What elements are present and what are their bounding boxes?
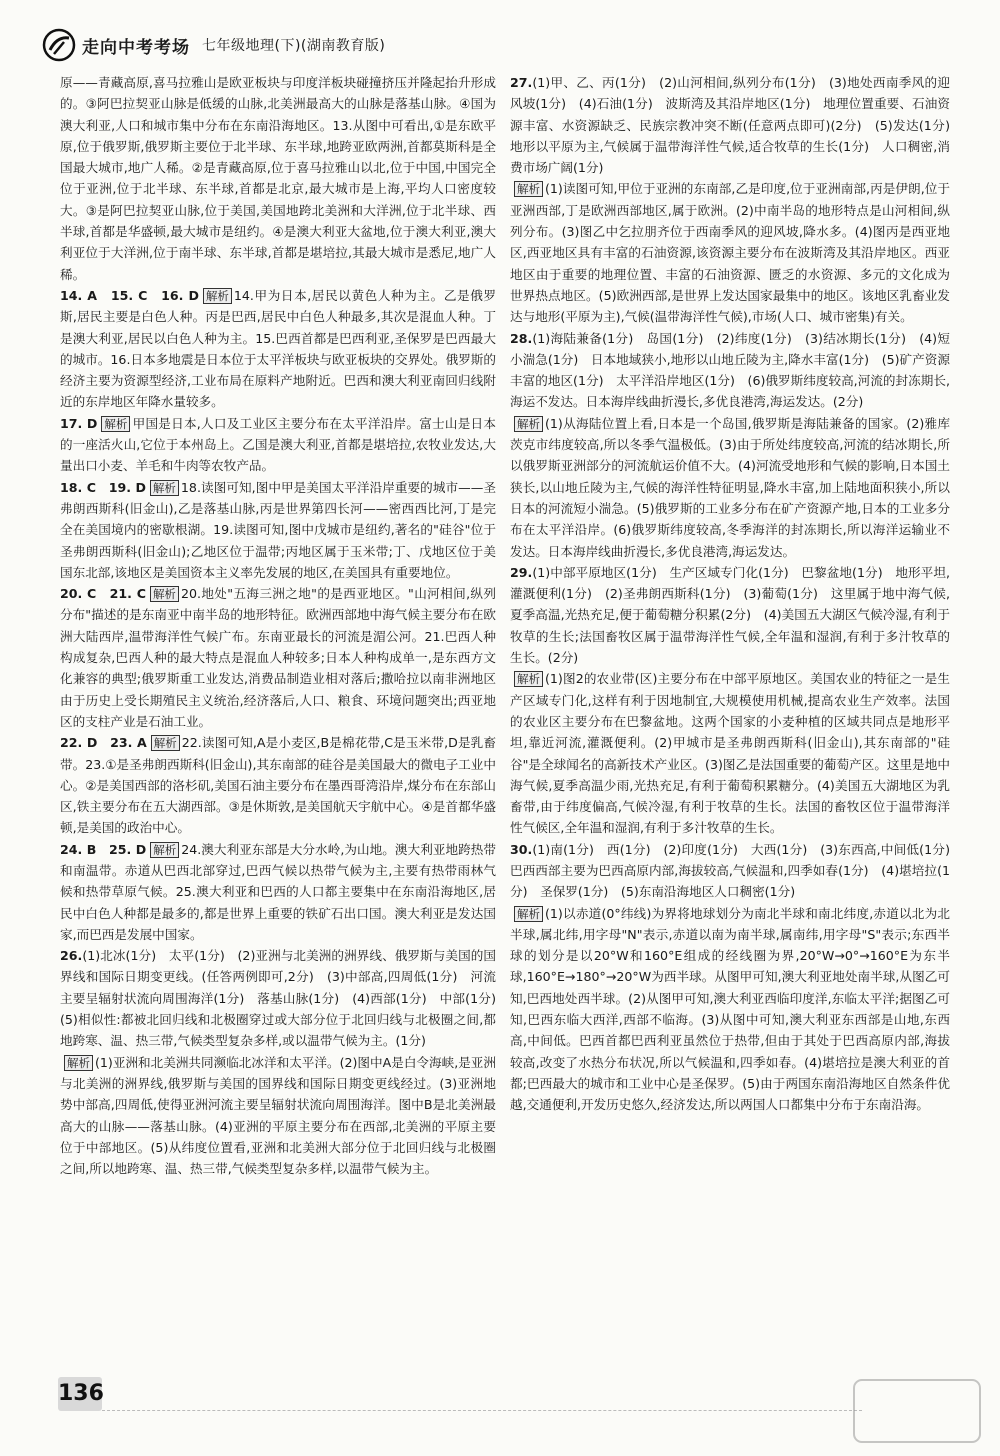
analysis-label: 解析 bbox=[514, 181, 543, 197]
analysis-label: 解析 bbox=[151, 735, 180, 751]
analysis-text: (1)读图可知,甲位于亚洲的东南部,乙是印度,位于亚洲南部,丙是伊朗,位于亚洲西部,丁是欧洲西部地区,属于欧洲。(2)中南半岛的地形特点是山河相间,纵列分布。(3)图乙中乞拉朋齐位于西南季风的迎风坡,降水多。(4)图丙是西亚地区,西亚地区具有丰富的石油资源,该资源主要分布在波斯湾及其沿岸地区。西亚地区由于重要的地理位置、丰富的石油资源、匮乏的水资源、多元的文化成为世界热点地区。(5)欧洲西部,是世界上发达国家最集中的地区。该地区乳畜业发达与地形(平原为主),气候(温带海洋性气候),市场(人口、城市密集)有关。 bbox=[510, 181, 950, 325]
answer-text: 20.地处"五海三洲之地"的是西亚地区。"山河相间,纵列分布"描述的是东南亚中南半岛的地形特征。欧洲西部地中海气候主要分布在欧洲大陆西岸,温带海洋性气候广布。东南亚最长的河流是湄公河。21.巴西人种构成复杂,巴西人种的最大特点是混血人种较多;日本人种构成单一,是东西方文化兼容的典型;俄罗斯重工业发达,消费品制造业相对落后;撒哈拉以南非洲地区由于历史上受长期殖民主义统治,经济落后,人口、粮食、环境问题突出;西亚地区的支柱产业是石油工业。 bbox=[60, 586, 496, 729]
answer-key: 28. bbox=[510, 330, 533, 346]
answer-paragraph bbox=[510, 839, 963, 903]
analysis-text: (1)从海陆位置上看,日本是一个岛国,俄罗斯是海陆兼备的国家。(2)雅库茨克市纬度较高,所以冬季气温极低。(3)由于所处纬度较高,河流的结冰期长,所以俄罗斯亚洲部分的河流航运价值不大。(4)河流受地形和气候的影响,日本国土狭长,以山地丘陵为主,气候的海洋性特征明显,降水丰富,加上陆地面积狭小,所以日本的河流短小湍急。(5)俄罗斯的工业多分布在矿产资源产地,日本的工业多分布在太平洋沿岸。(6)俄罗斯纬度较高,冬季海洋的封冻期长,所以海洋运输业不发达。日本海岸线曲折漫长,多优良港湾,海运发达。 bbox=[510, 415, 950, 559]
answer-text: (1)北冰(1分) 太平(1分) (2)亚洲与北美洲的洲界线、俄罗斯与美国的国界线和国际日期变更线。(任答两例即可,2分) (3)中部高,四周低(1分) 河流主要呈辐射状流向周围海洋(1分) 落基山脉(1分) (4)西部(1分) 中部(1分) (5)相似性:都被北回归线和北极圈穿过或大部分位于北回归线与北极圈之间,都地跨寒、温、热三带,气候类型复杂多样,或以温带气候为主。(1分) bbox=[60, 948, 509, 1049]
brand-logo-icon bbox=[42, 28, 76, 62]
analysis-text: (1)图2的农业带(区)主要分布在中部平原地区。美国农业的特征之一是生产区域专门化,这样有利于因地制宜,大规模使用机械,提高农业生产效率。法国的农业区主要分布在巴黎盆地。这两个国家的小麦种植的区域共同点是地形平坦,靠近河流,灌溉便利。(2)甲城市是圣弗朗西斯科(旧金山),其东南部的"硅谷"是全球闻名的高新技术产业区。(3)图乙是法国重要的葡萄产区。这里是地中海气候,夏季高温少雨,光热充足,有利于葡萄积累糖分。(4)美国五大湖地区为乳畜带,由于纬度偏高,气候冷湿,有利于牧草的生长。法国的畜牧区位于温带海洋性气候区,全年温和湿润,有利于多汁牧草的生长。 bbox=[510, 671, 950, 836]
answer-text: (1)中部平原地区(1分) 生产区域专门化(1分) 巴黎盆地(1分) 地形平坦,灌溉便利(1分) (2)圣弗朗西斯科(1分) (3)葡萄(1分) 这里属于地中海气候,夏季高温,光热充足,便于葡萄糖分积累(2分) (4)美国五大湖区气候冷湿,有利于牧草的生长;法国畜牧区属于温带海洋性气候,全年温和湿润,有利于多汁牧草的生长。(2分) bbox=[510, 564, 950, 666]
answer-text: (1)甲、乙、丙(1分) (2)山河相间,纵列分布(1分) (3)地处西南季风的迎风坡(1分) (4)石油(1分) 波斯湾及其沿岸地区(1分) 地理位置重要、石油资源丰富、水资源缺乏、民族宗教冲突不断(任意两点即可)(2分) (5)发达(1分) 地形以平原为主,气候属于温带海洋性气候,适合牧草的生长(1分) 人口稠密,消费市场广阔(1分) bbox=[510, 75, 963, 176]
answer-key: 14. A 15. C 16. D bbox=[60, 287, 199, 303]
answer-paragraph bbox=[60, 583, 496, 732]
answer-key: 22. D 23. A bbox=[60, 735, 147, 751]
answer-text: 原——青藏高原,喜马拉雅山是欧亚板块与印度洋板块碰撞挤压并隆起抬升形成的。③阿巴拉契亚山脉是低缓的山脉,北美洲最高大的山脉是落基山脉。④国为澳大利亚,人口和城市集中分布在东南沿海地区。13.从图中可看出,①是东欧平原,位于俄罗斯,俄罗斯主要位于北半球、东半球,地跨亚欧两洲,首都莫斯科是全国最大城市,地广人稀。②是青藏高原,位于喜马拉雅山以北,位于中国,中国完全位于亚洲,位于北半球、东半球,首都是北京,最大城市是上海,平均人口密度较大。③是阿巴拉契亚山脉,位于美国,美国地跨北美洲和大洋洲,位于北半球、西半球,首都是华盛顿,最大城市是纽约。④是澳大利亚大盆地,位于澳大利亚,澳大利亚位于大洋洲,位于南半球、东半球,首都是堪培拉,其最大城市是悉尼,地广人稀。 bbox=[60, 75, 496, 282]
analysis-paragraph bbox=[510, 178, 950, 327]
answer-paragraph bbox=[60, 945, 509, 1051]
analysis-label: 解析 bbox=[203, 288, 232, 304]
analysis-paragraph bbox=[510, 668, 950, 838]
page-header bbox=[42, 28, 442, 62]
answer-text: 甲国是日本,人口及工业区主要分布在太平洋沿岸。富士山是日本的一座活火山,它位于本州岛上。乙国是澳大利亚,首都是堪培拉,农牧业发达,大量出口小麦、羊毛和牛肉等农牧产品。 bbox=[60, 415, 496, 474]
answer-paragraph bbox=[510, 328, 950, 413]
book-title: 七年级地理(下)(湖南教育版) bbox=[202, 38, 386, 54]
analysis-label: 解析 bbox=[514, 416, 543, 432]
watermark-logo bbox=[852, 1378, 982, 1444]
analysis-text: (1)以赤道(0°纬线)为界将地球划分为南北半球和南北纬度,赤道以北为北半球,属北纬,用字母"N"表示,赤道以南为南半球,属南纬,用字母"S"表示;东西半球的划分是以20°W和160°E组成的经线圈为界,20°W→0°→160°E为东半球,160°E→180°→20°W为西半球。从图甲可知,澳大利亚地处南半球,从图乙可知,巴西地处西半球。(2)从图甲可知,澳大利亚西临印度洋,东临太平洋;据图乙可知,巴西东临大西洋,西部不临海。(3)从图中可知,澳大利亚东西部是山地,东西高,中间低。巴西首都巴西利亚虽然位于热带,但由于其处于巴西高原内部,海拔较高,改变了水热分布状况,所以气候温和,四季如春。(4)堪培拉是澳大利亚的首都;巴西最大的城市和工业中心是圣保罗。(5)由于两国东南沿海地区自然条件优越,交通便利,开发历史悠久,经济发达,所以两国人口都集中分布于东南沿海。 bbox=[510, 905, 950, 1113]
answer-paragraph bbox=[60, 72, 496, 285]
right-column bbox=[510, 72, 963, 1116]
page-number: 136 bbox=[58, 1377, 102, 1411]
analysis-paragraph bbox=[60, 1052, 496, 1180]
answer-key: 26. bbox=[60, 948, 83, 964]
analysis-label: 解析 bbox=[64, 1055, 93, 1071]
footer-divider bbox=[102, 1410, 862, 1411]
analysis-label: 解析 bbox=[150, 480, 179, 496]
analysis-label: 解析 bbox=[514, 906, 543, 922]
brand-title: 走向中考考场 bbox=[82, 37, 190, 58]
answer-key: 18. C 19. D bbox=[60, 479, 146, 495]
answer-key: 24. B 25. D bbox=[60, 841, 147, 857]
answer-key: 30. bbox=[510, 841, 533, 857]
answer-key: 27. bbox=[510, 75, 533, 90]
analysis-text: (1)亚洲和北美洲共同濒临北冰洋和太平洋。(2)图中A是白令海峡,是亚洲与北美洲的洲界线,俄罗斯与美国的国界线和国际日期变更线经过。(3)亚洲地势中部高,四周低,使得亚洲河流主要呈辐射状流向周围海洋。图中B是北美洲最高大的山脉——落基山脉。(4)亚洲的平原主要分布在西部,北美洲的平原主要位于中部地区。(5)从纬度位置看,亚洲和北美洲大部分位于北回归线与北极圈之间,所以地跨寒、温、热三带,气候类型复杂多样,以温带气候为主。 bbox=[60, 1054, 496, 1177]
answer-text: (1)南(1分) 西(1分) (2)印度(1分) 大西(1分) (3)东西高,中间低(1分) 巴西西部主要为巴西高原内部,海拔较高,气候温和,四季如春(1分) (4)堪培拉(1分) 圣保罗(1分) (5)东南沿海地区人口稠密(1分) bbox=[510, 841, 963, 900]
answer-key: 17. D bbox=[60, 415, 98, 431]
analysis-label: 解析 bbox=[150, 586, 179, 602]
answer-key: 20. C 21. C bbox=[60, 586, 146, 602]
analysis-label: 解析 bbox=[101, 416, 130, 432]
analysis-paragraph bbox=[510, 413, 950, 562]
analysis-label: 解析 bbox=[150, 842, 179, 858]
answer-paragraph bbox=[60, 839, 496, 945]
answer-text: 18.读图可知,图中甲是美国太平洋沿岸重要的城市——圣弗朗西斯科(旧金山),乙是落基山脉,丙是世界第四长河——密西西比河,丁是完全在美国境内的密歇根湖。19.读图可知,图中戊城市是纽约,著名的"硅谷"位于圣弗朗西斯科(旧金山);乙地区位于温带;丙地区属于玉米带;丁、戊地区位于美国东北部,该地区是美国资本主义率先发展的地区,在美国具有重要地位。 bbox=[60, 479, 496, 580]
answer-text: 14.甲为日本,居民以黄色人种为主。乙是俄罗斯,居民主要是白色人种。丙是巴西,居民中白色人种最多,其次是混血人种。丁是澳大利亚,居民以白色人种为主。15.巴西首都是巴西利亚,圣保罗是巴西最大的城市。16.日本多地震是日本位于太平洋板块与欧亚板块的交界处。俄罗斯的经济主要为资源型经济,工业布局在原料产地附近。巴西和澳大利亚南回归线附近的东岸地区年降水量较多。 bbox=[60, 287, 496, 410]
answer-paragraph bbox=[60, 477, 496, 583]
answer-paragraph bbox=[510, 72, 963, 178]
answer-text: 22.读图可知,A是小麦区,B是棉花带,C是玉米带,D是乳畜带。23.①是圣弗朗西斯科(旧金山),其东南部的硅谷是美国最大的微电子工业中心。②是美国西部的洛杉矶,美国石油主要分布在墨西哥湾沿岸,煤分布在东部山区,铁主要分布在五大湖西部。③是休斯敦,是美国航天宇航中心。④是首都华盛顿,是美国的政治中心。 bbox=[60, 735, 496, 836]
answer-paragraph bbox=[510, 562, 950, 668]
answer-paragraph bbox=[60, 285, 496, 413]
analysis-label: 解析 bbox=[514, 671, 543, 687]
left-column bbox=[60, 72, 509, 1179]
answer-text: 24.澳大利亚东部是大分水岭,为山地。澳大利亚地跨热带和南温带。赤道从巴西北部穿过,巴西气候以热带气候为主,主要有热带雨林气候和热带草原气候。25.澳大利亚和巴西的人口都主要集中在东南沿海地区,居民中白色人种都是最多的,都是世界上重要的铁矿石出口国。澳大利亚是发达国家,而巴西是发展中国家。 bbox=[60, 841, 496, 942]
analysis-paragraph bbox=[510, 903, 950, 1116]
answer-key: 29. bbox=[510, 564, 533, 580]
answer-paragraph bbox=[60, 732, 496, 838]
answer-paragraph bbox=[60, 413, 496, 477]
answer-text: (1)海陆兼备(1分) 岛国(1分) (2)纬度(1分) (3)结冰期长(1分) (4)短小湍急(1分) 日本地域狭小,地形以山地丘陵为主,降水丰富(1分) (5)矿产资源丰富的地区(1分) 太平洋沿岸地区(1分) (6)俄罗斯纬度较高,河流的封冻期长,海运不发达。日本海岸线曲折漫长,多优良港湾,海运发达。(2分) bbox=[510, 330, 950, 410]
